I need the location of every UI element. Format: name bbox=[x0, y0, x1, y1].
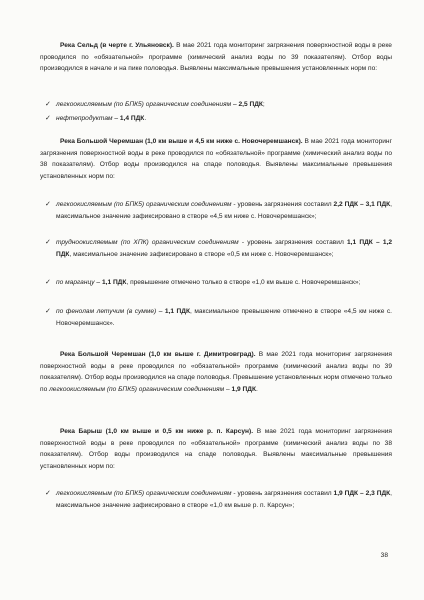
section-text: В мае 2021 года мониторинг загрязнения поверхностной воды в реке проводился по «обязательной» программе (химический анализ воды по 38 показателям). Отбор воды производился на спаде половодья. Выявлены максимальные превышения установленных норм по: bbox=[40, 428, 392, 470]
section-text: В мае 2021 года мониторинг загрязнения поверхностной воды в реке проводился по «обязательной» программе (химический анализ воды по 39 показателям). Отбор воды производился на спаде половодья. Превышение установленных норм отмечено только по bbox=[40, 351, 392, 393]
section-title: Река Большой Черемшан (1,0 км выше г. Димитровград). bbox=[60, 351, 256, 358]
page-number: 38 bbox=[380, 552, 388, 559]
section-barysh bbox=[40, 426, 392, 472]
section-cheremshan-dimitrovgrad: Река Большой Черемшан (1,0 км выше г. Димитровград). В мае 2021 года мониторинг загрязнения поверхностной воды в реке проводился по «обязательной» программе (химический анализ воды по 39 показателям). Отбор воды производился на спаде половодья. Превышение установленных норм отмечено только по легкоокисляемым (по БПК5) органическим соединениям – 1,9 ПДК. bbox=[40, 351, 392, 393]
list-item: ✓ нефтепродуктам – 1,4 ПДК. bbox=[56, 113, 392, 125]
checkmark-icon: ✓ bbox=[45, 101, 51, 108]
checkmark-icon: ✓ bbox=[45, 239, 51, 246]
section-selda bbox=[40, 40, 392, 75]
section-text: В мае 2021 года мониторинг загрязнения поверхностной воды в реке проводился по «обязательной» программе (химический анализ воды по 38 показателям). Отбор воды производился на спаде половодья. Выявлены максимальные превышения установленных норм по: bbox=[40, 138, 392, 180]
list-item: ✓ легкоокисляемым (по БПК5) органическим соединениям - уровень загрязнения составил 1,9 ПДК – 2,3 ПДК, максимальное значение зафиксировано в створе «1,0 км выше р. п. Карсун»; bbox=[45, 490, 393, 509]
checkmark-icon: ✓ bbox=[45, 308, 51, 315]
section-text: В мае 2021 года мониторинг загрязнения поверхностной воды в реке проводился по «обязательной» программе (химический анализ воды по 39 показателям). Отбор воды производился в начале и на пике половодья. Выявлены максимальные превышения установленных норм по: bbox=[40, 42, 392, 73]
section-title: Река Барыш (1,0 км выше и 0,5 км ниже р. п. Карсун). bbox=[60, 428, 254, 435]
section-title: Река Большой Черемшан (1,0 км выше и 4,5 км ниже с. Новочеремшанск). bbox=[60, 138, 303, 145]
section-title: Река Сельд (в черте г. Ульяновск). bbox=[60, 42, 174, 49]
checkmark-icon: ✓ bbox=[45, 201, 51, 208]
list-item: ✓ по марганцу – 1,1 ПДК, превышение отмечено только в створе «1,0 км выше с. Новочеремшанск»; bbox=[56, 277, 392, 289]
checkmark-icon: ✓ bbox=[45, 115, 51, 122]
checkmark-icon: ✓ bbox=[45, 279, 51, 286]
section-cheremshan-novocheremshansk bbox=[40, 136, 392, 182]
list-item: ✓ легкоокисляемым (по БПК5) органическим соединениям - уровень загрязнения составил 2,2 ПДК – 3,1 ПДК, максимальное значение зафиксировано в створе «4,5 км ниже с. Новочеремшанск»; bbox=[45, 201, 393, 220]
list-item: ✓ легкоокисляемым (по БПК5) органическим соединениям – 2,5 ПДК; bbox=[56, 99, 392, 111]
list-item: ✓ по фенолам летучим (в сумме) – 1,1 ПДК, максимальное превышение отмечено в створе «4,5 км ниже с. Новочеремшанск». bbox=[45, 308, 393, 327]
checkmark-icon: ✓ bbox=[45, 490, 51, 497]
list-item: ✓ трудноокисляемым (по ХПК) органическим соединениям - уровень загрязнения составил 1,1 ПДК – 1,2 ПДК, максимальное значение зафиксировано в створе «0,5 км ниже с. Новочеремшанск»; bbox=[45, 239, 392, 258]
